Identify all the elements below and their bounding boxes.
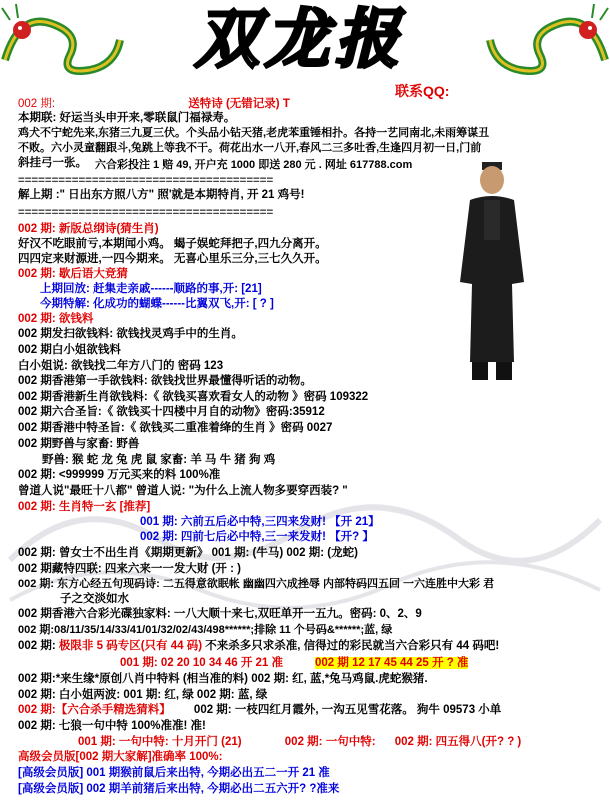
highlight-pick: 002 期 12 17 45 44 25 开 ? 准 (315, 657, 469, 669)
misc-line-a: 002 期: 曾女士不出生肖《期期更新》 001 期: (牛马) 002 期: (龙蛇) (18, 547, 358, 559)
yuqian-line-d: 002 期香港第一手欲钱料: 欲钱找世界最懂得听话的动物。 (18, 375, 312, 387)
misc-line-g-right (315, 656, 468, 670)
section-vip-heading: 高级会员版[002 期大家解]准确率 100%: (18, 751, 223, 763)
misc-line-h: 002 期:*来生缘*原创八肖中特料 (相当准的料) 002 期: 红, 蓝,*兔马鸡鼠.虎蛇猴猪. (18, 673, 428, 685)
section-yuqian-heading: 002 期: 欲钱料 (18, 313, 94, 325)
section-xiehouyu-heading: 002 期: 歇后语大竞猜 (18, 268, 128, 280)
misc-line-i: 002 期: 白小姐两波: 001 期: 红, 绿 002 期: 蓝, 绿 (18, 689, 268, 701)
section-xuan-heading: 002 期: 生肖特一玄 [推荐] (18, 501, 151, 513)
misc-line-g-left: 001 期: 02 20 10 34 46 开 21 准 (120, 657, 284, 669)
poem-line-1: 本期联: 好运当头申开来,零联鼠门福禄寿。 (18, 112, 236, 124)
yuqian-line-b: 002 期白小姐欲钱料 (18, 344, 121, 356)
divider-2: ====================================== (18, 207, 274, 219)
yuqian-line-h: 002 期野兽与家畜: 野兽 (18, 438, 140, 450)
poem-line-3: 不败。六小灵童翻跟斗,兔跳上等我不干。荷花出水一八开,春风二三多吐香,生逢四月初一日,门前 (18, 142, 482, 154)
one-sentence-last: 001 期: 一句中特: 十月开门 (21) (78, 736, 242, 748)
poem-line-2: 鸡犬不宁蛇先来,东猪三九夏三伏。个头品小钻天猪,老虎苯重锤相扑。各持一艺同南北,未雨筹谋丑 (18, 127, 490, 139)
yuqian-line-g: 002 期香港中特圣旨:《 欲钱买二重准着绛的生肖 》密码 0027 (18, 422, 333, 434)
yuqian-line-c: 白小姐说: 欲钱找二年方八门的 密码 123 (18, 360, 224, 372)
misc-line-l (18, 735, 521, 749)
limit-zone-text: 不来杀多只求杀准, 信得过的彩民就当六合彩只有 44 码吧! (205, 640, 500, 652)
misc-line-b: 002 期藏特四联: 四来六来一一发大财 (开 : ) (18, 563, 241, 575)
man-figure-image (452, 162, 532, 384)
vip-line-a: [高级会员版] 001 期猴前鼠后来出特, 今期必出五二一开 21 准 (18, 767, 330, 779)
poem-title: 送特诗 (无错记录) T (188, 98, 290, 110)
killer-heading: 002 期:【六合杀手精选猜料】 (18, 704, 171, 716)
xuan-line-a: 001 期: 六前五后必中特,三四来发财! 【开 21】 (140, 516, 380, 528)
yuqian-line-i: 野兽: 猴 蛇 龙 兔 虎 鼠 家畜: 羊 马 牛 猪 狗 鸡 (42, 454, 276, 466)
limit-zone-label: 极限非 5 码专区(只有 44 码) (58, 640, 203, 652)
xiehouyu-current: 今期特解: 化成功的蝴蝶------比翼双飞,开: [ ? ] (40, 298, 274, 310)
header (0, 0, 610, 99)
page-title: 双龙报 (195, 2, 405, 77)
misc-line-c: 002 期: 东方心经五句现码诗: 二五得意欲眠帐 幽幽四六成挫辱 内部特码四五回 一六连胜中大彩 君 (18, 578, 495, 590)
yuqian-line-e: 002 期香港新生肖欲钱料:《 欲钱买喜欢看女人的动物 》密码 109322 (18, 391, 369, 403)
misc-line-c2: 子之交淡如水 (60, 593, 129, 605)
misc-line-e: 002 期:08/11/35/14/33/41/01/32/02/43/498******;排除 11 个号码&******;蓝, 绿 (18, 624, 393, 636)
last-period-line: 解上期 :" 日出东方照八方" 照'就是本期特肖, 开 21 鸡号! (18, 189, 305, 201)
yuqian-line-a: 002 期发扫欲钱料: 欲钱找灵鸡手中的生肖。 (18, 328, 243, 340)
dragon-left-icon (0, 0, 130, 80)
one-sentence-answer: 002 期: 四五得八(开? ? ) (394, 736, 522, 748)
period-label: 002 期: (18, 98, 56, 110)
misc-line-k: 002 期: 七狼一句中特 100%准准! 准! (18, 720, 206, 732)
killer-text: 002 期: 一枝四红月霞外, 一沟五见雪花落。 狗牛 09573 小单 (193, 704, 502, 716)
yuqian-line-k: 曾道人说"最旺十八都" 曾道人说: "为什么上流人物多要穿西装? " (18, 485, 348, 497)
dragon-right-icon (480, 0, 610, 80)
poem-line-4: 斜挂弓一张。 (18, 157, 87, 169)
one-sentence-current: 002 期: 一句中特: (284, 736, 376, 748)
yuqian-line-j: 002 期: <999999 万元买来的料 100%准 (18, 469, 221, 481)
zonggang-line-2: 四四定来财源进,一四今期来。 无喜心里乐三分,三七久久开。 (18, 253, 327, 265)
divider-1: ====================================== (18, 175, 274, 187)
misc-line-j (18, 703, 501, 717)
xiehouyu-last: 上期回放: 赶集走亲戚------顺路的事,开: [21] (40, 283, 262, 295)
period-label: 002 期: (18, 640, 56, 652)
xuan-line-b: 002 期: 四前七后必中特,三一来发财! 【开? 】 (140, 531, 374, 543)
contact-banner: 联系QQ: (395, 83, 450, 99)
misc-line-d: 002 期香港六合彩光碟独家料: 一八大顺十来七,双旺单开一五九。密码: 0、2、9 (18, 608, 422, 620)
line-1 (18, 97, 290, 111)
vip-line-b: [高级会员版] 002 期羊前猪后来出特, 今期必出二五六开? ?准来 (18, 783, 340, 795)
ad-line: 六合彩投注 1 赔 49, 开户充 1000 即送 280 元 . 网址 617788.com (95, 159, 413, 171)
yuqian-line-f: 002 期六合圣旨:《 欲钱买十四楼中月自的动物》密码:35912 (18, 406, 325, 418)
misc-line-f (18, 639, 499, 653)
zonggang-line-1: 好汉不吃眼前亏,本期闻小鸡。 蝎子娱蛇拜把子,四九分离开。 (18, 238, 327, 250)
section-zonggang-heading: 002 期: 新版总纲诗(猜生肖) (18, 223, 159, 235)
